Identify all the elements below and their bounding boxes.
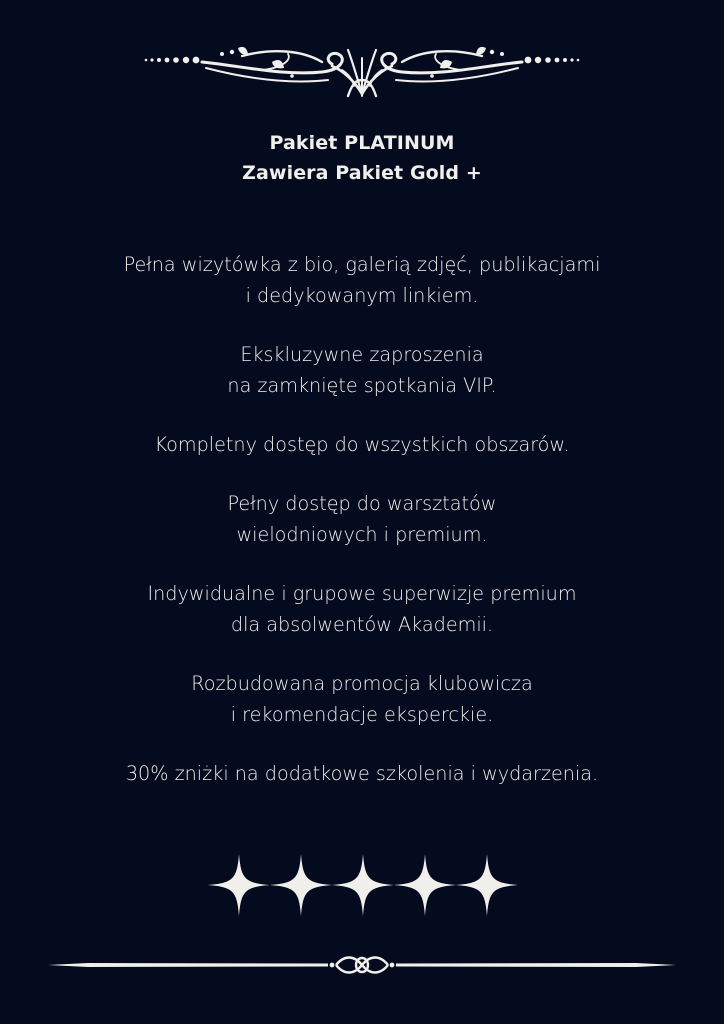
flourish-ornament-icon — [142, 40, 582, 100]
package-name: Pakiet PLATINUM — [269, 132, 455, 154]
benefit-line: Pełna wizytówka z bio, galerią zdjęć, publikacjami — [123, 253, 601, 276]
benefit-item — [40, 429, 684, 460]
benefit-line: 30% zniżki na dodatkowe szkolenia i wydarzenia. — [125, 762, 599, 785]
benefit-line: i dedykowanym linkiem. — [245, 284, 479, 307]
line-divider-ornament-icon — [48, 950, 676, 980]
four-point-star-icon — [456, 854, 518, 916]
benefit-item — [40, 488, 684, 550]
benefit-line: Rozbudowana promocja klubowicza — [191, 672, 533, 695]
benefit-item — [40, 668, 684, 730]
benefit-line: na zamknięte spotkania VIP. — [227, 374, 497, 397]
benefit-line: Pełny dostęp do warsztatów — [227, 492, 497, 515]
benefits-list — [40, 249, 684, 817]
benefit-line: Kompletny dostęp do wszystkich obszarów. — [154, 433, 570, 456]
four-point-star-icon — [394, 854, 456, 916]
four-point-star-icon — [332, 854, 394, 916]
benefit-line: i rekomendacje eksperckie. — [230, 703, 494, 726]
package-includes: Zawiera Pakiet Gold + — [242, 162, 482, 184]
benefit-line: wielodniowych i premium. — [236, 523, 488, 546]
stars-rating — [207, 852, 519, 918]
benefit-item — [40, 758, 684, 789]
benefit-line: Indywidualne i grupowe superwizje premium — [147, 582, 577, 605]
four-point-star-icon — [270, 854, 332, 916]
benefit-line: dla absolwentów Akademii. — [230, 613, 494, 636]
benefit-line: Ekskluzywne zaproszenia — [240, 343, 484, 366]
benefit-item — [40, 339, 684, 401]
four-point-star-icon — [208, 854, 270, 916]
benefit-item — [40, 578, 684, 640]
package-title — [0, 128, 724, 188]
benefit-item — [40, 249, 684, 311]
